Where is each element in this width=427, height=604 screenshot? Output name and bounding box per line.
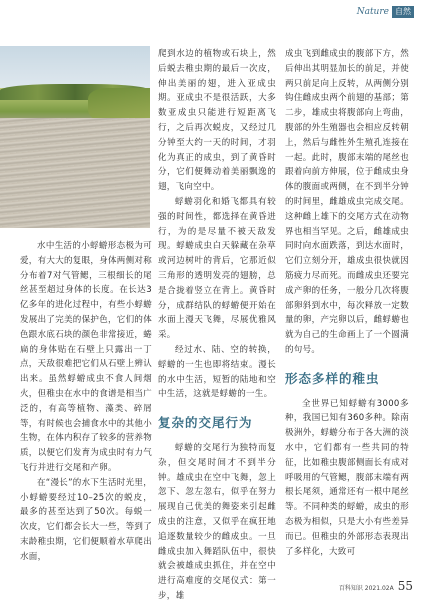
paragraph: 爬到水边的植物或石块上，然后蜕去稚虫期的最后一次皮，伸出美丽的翅，进入亚成虫期。亚成虫不是很活跃，大多数亚成虫只能进行短距离飞行，之后再次蜕皮，又经过几分钟至大约一天的时间，才羽化为真正的成虫，到了黄昏时分，它们便舞动着美丽飘逸的翅，飞向空中。 bbox=[158, 49, 276, 193]
section-heading: 形态多样的稚虫 bbox=[285, 370, 380, 386]
magazine-issue: 百科知识 2021.02A bbox=[338, 585, 394, 592]
paragraph: 水中生活的小蜉蝣形态极为可爱，有大大的复眼，身体两侧对称分布着7对气管鳃，三根细长的尾丝甚至超过身体的长度。在长达3亿多年的进化过程中，有些小蜉蝣发展出了完美的保护色，它们的体色跟水底石块的颜色非常接近，蜷扁的身体贴在石壁上只露出一丁点，天敌很难把它们从石壁上辨认出来。虽然蜉蝣成虫不食人间烟火，但稚虫在水中的食谱是相当广泛的，有高等植物、藻类、碎屑等，有时候也会捕食水中的其他小生物，在体内积存了较多的营养物质，以便它们发育为成虫时有力气飞行并进行交尾和产卵。 bbox=[20, 241, 153, 473]
section-tag bbox=[357, 6, 414, 18]
wetland-photo bbox=[0, 46, 150, 228]
section-title-zh: 自然 bbox=[392, 6, 414, 18]
paragraph: 成虫飞到雌成虫的腹部下方，然后伸出其明显加长的前足，并使两只前足向上反转，从两侧分别钩住雌成虫两个前翅的基部；第二步，雄成虫将腹部向上弯曲，腹部的外生殖器也会相应反转朝上，然后与雌性外生殖孔连接在一起。此时，腹部末端的尾丝也跟着向前方伸展，位于雌成虫身体的腹面或两侧，在不到半分钟的时间里，雌雄成虫完成交尾。这种雌上雄下的交尾方式在动物界也相当罕见。之后，雌雄成虫同时向水面跌落，到达水面时，它们立刻分开，雄成虫很快就因筋疲力尽而死。而雌成虫还要完成产卵的任务，一般分几次将腹部卵斜到水中，每次释放一定数量的卵，产完卵以后，雌蜉蝣也就为自己的生命画上了一个圆满的句号。 bbox=[285, 49, 409, 355]
paragraph: 在“漫长”的水下生活时光里，小蜉蝣要经过10–25次的蜕皮，最多的甚至达到了50次。每蜕一次皮，它们都会长大一些，等到了末龄稚虫期，它们便顺着水草爬出水面， bbox=[20, 477, 153, 562]
page-footer bbox=[339, 579, 413, 593]
section-heading: 复杂的交尾行为 bbox=[158, 415, 253, 431]
paragraph: 蜉蝣羽化和婚飞都具有较强的时间性，都选择在黄昏进行，为的是尽量不被天敌发现。蜉蝣成虫白天躲藏在杂草或河边树叶的背后，它那近似三角形的透明发亮的翅膀，总是合拢着竖立在背上。黄昏时分，成群结队的蜉蝣便开始在水面上漫天飞舞，尽展优雅风采。 bbox=[158, 196, 276, 341]
paragraph: 全世界已知蜉蝣有3000多种，我国已知有360多种。除南极洲外，蜉蝣分布于各大洲的淡水中，它们都有一些共同的特征，比如稚虫腹部侧面长有成对呼吸用的气管鳃，腹部末端有两根长尾须，通常还有一根中尾丝等。不同种类的蜉蝣，成虫的形态极为相似，只是大小有些差异而已。但稚虫的外部形态表现出了多样化，大致可 bbox=[285, 398, 409, 557]
page-number: 55 bbox=[397, 579, 413, 593]
text-column-2 bbox=[158, 47, 276, 604]
paragraph: 经过水、陆、空的转换，蜉蝣的一生也即将结束。漫长的水中生活，短暂的陆地和空中生活，这就是蜉蝣的一生。 bbox=[158, 344, 276, 400]
photo-water bbox=[0, 118, 150, 228]
section-title-en: Nature bbox=[356, 7, 389, 17]
text-column-1 bbox=[20, 239, 152, 565]
text-column-3 bbox=[285, 47, 409, 559]
paragraph: 蜉蝣的交尾行为独特而复杂，但交尾时间才不到半分钟。雄成虫在空中飞舞，忽上忽下、忽左忽右，似乎在努力展现自己优美的舞姿来引起雌成虫的注意，又似乎在疯狂地追逐数量较少的雌成虫。一旦雌成虫加入舞蹈队伍中，很快就会被雄成虫抓住，并在空中进行高难度的交尾仪式：第一步，雄 bbox=[158, 442, 276, 601]
